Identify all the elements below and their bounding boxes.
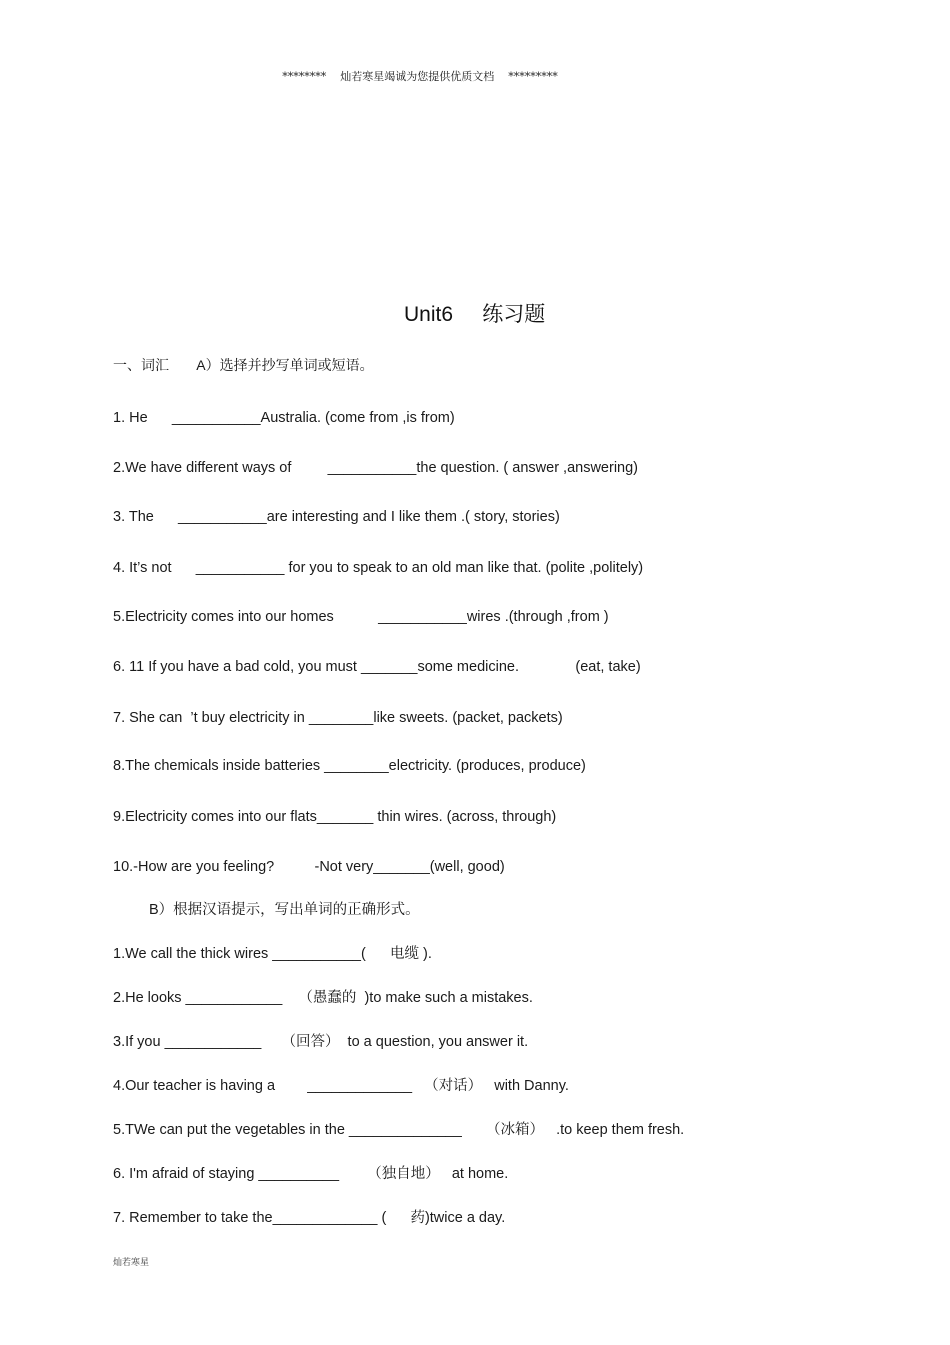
- question-b-6: 6. I'm afraid of staying __________ （独自地） at home.: [113, 1166, 509, 1182]
- question-b-4: 4.Our teacher is having a _____________ （对话） with Danny.: [113, 1078, 569, 1094]
- question-a-6: 6. 11 If you have a bad cold, you must _______some medicine. (eat, take): [113, 659, 641, 675]
- question-a-5: 5.Electricity comes into our homes ___________wires .(through ,from ): [113, 609, 609, 625]
- section-heading-a: 一、词汇 A）选择并抄写单词或短语。: [113, 357, 374, 373]
- question-a-4: 4. It’s not ___________ for you to speak to an old man like that. (polite ,politely): [113, 560, 644, 576]
- question-a-1: 1. He ___________Australia. (come from ,is from): [113, 410, 455, 426]
- question-a-10: 10.-How are you feeling? -Not very_______(well, good): [113, 859, 505, 875]
- question-a-9: 9.Electricity comes into our flats_______ thin wires. (across, through): [113, 809, 557, 825]
- question-a-2: 2.We have different ways of ___________the question. ( answer ,answering): [113, 460, 639, 476]
- question-b-3: 3.If you ____________ （回答） to a question, you answer it.: [113, 1034, 529, 1050]
- question-b-1: 1.We call the thick wires ___________( 电缆 ).: [113, 946, 432, 962]
- page-header: ******** 灿若寒星竭诚为您提供优质文档 *********: [282, 70, 558, 83]
- page-footer: 灿若寒星: [113, 1258, 150, 1268]
- question-b-7: 7. Remember to take the_____________ ( 药)twice a day.: [113, 1210, 506, 1226]
- question-a-3: 3. The ___________are interesting and I like them .( story, stories): [113, 509, 560, 525]
- section-heading-b: B）根据汉语提示，写出单词的正确形式。: [149, 902, 420, 918]
- page-title: Unit6 练习题: [404, 303, 546, 326]
- question-a-8: 8.The chemicals inside batteries ________electricity. (produces, produce): [113, 758, 586, 774]
- question-a-7: 7. She can ’t buy electricity in ________like sweets. (packet, packets): [113, 710, 563, 726]
- question-b-5: 5.TWe can put the vegetables in the ______________ （冰箱） .to keep them fresh.: [113, 1122, 685, 1138]
- question-b-2: 2.He looks ____________ （愚蠢的 )to make such a mistakes.: [113, 990, 533, 1006]
